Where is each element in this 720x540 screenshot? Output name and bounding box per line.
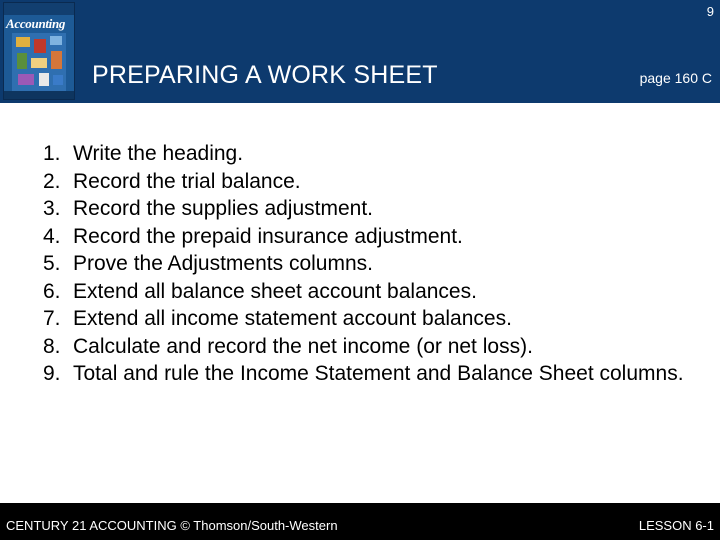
list-item: [43, 250, 703, 278]
list-item: [43, 305, 703, 333]
step-number: 5.: [43, 252, 61, 275]
footer-copyright: CENTURY 21 ACCOUNTING © Thomson/South-Western: [6, 518, 338, 533]
step-number: 3.: [43, 197, 61, 220]
step-text: Record the trial balance.: [73, 169, 301, 193]
step-text: Calculate and record the net income (or net loss).: [73, 334, 533, 358]
header-band: [0, 0, 720, 103]
step-number: 1.: [43, 142, 61, 165]
step-text: Write the heading.: [73, 142, 244, 165]
step-text: Total and rule the Income Statement and Balance Sheet columns.: [73, 362, 684, 385]
list-item: [43, 333, 703, 361]
step-text: Prove the Adjustments columns.: [73, 252, 373, 275]
slide-number: 9: [706, 4, 714, 19]
list-item: [43, 195, 703, 223]
list-item: [43, 140, 703, 168]
step-number: 8.: [43, 334, 61, 358]
step-number: 7.: [43, 307, 61, 330]
textbook-cover-image: [3, 2, 75, 100]
list-item: [43, 360, 703, 388]
step-text: Record the prepaid insurance adjustment.: [73, 224, 463, 248]
list-item: [43, 168, 703, 196]
step-text: Extend all income statement account balances.: [73, 307, 512, 330]
cover-top-strip: [4, 3, 74, 15]
list-item: [43, 278, 703, 306]
cover-title: Accounting: [6, 16, 66, 31]
step-text: Extend all balance sheet account balances.: [73, 279, 477, 303]
step-number: 9.: [43, 362, 61, 385]
page-reference: page 160 C: [639, 70, 712, 86]
steps-list: [43, 140, 703, 388]
footer-lesson-label: LESSON 6-1: [638, 518, 714, 533]
cover-artwork: [12, 33, 66, 91]
cover-bottom-strip: [4, 91, 74, 99]
step-number: 6.: [43, 279, 61, 303]
step-number: 4.: [43, 224, 61, 248]
step-text: Record the supplies adjustment.: [73, 197, 373, 220]
step-number: 2.: [43, 169, 61, 193]
slide-title: PREPARING A WORK SHEET: [92, 61, 438, 89]
list-item: [43, 223, 703, 251]
